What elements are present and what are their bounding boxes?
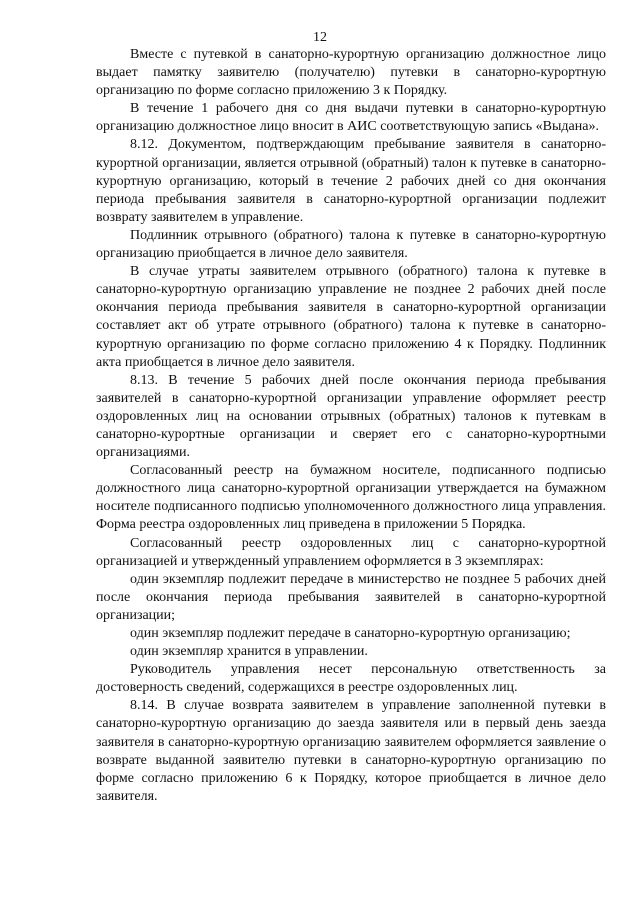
paragraph-voucher-memo: Вместе с путевкой в санаторно-курортную организацию должностное лицо выдает памятку заявителю (получателю) путевки в санаторно-курортную организацию по форме согласно приложению 3 к Порядку. bbox=[96, 47, 606, 99]
document-body bbox=[96, 46, 606, 806]
paragraph-agreed-registry-paper: Согласованный реестр на бумажном носителе, подписанного подписью должностного лица санаторно-курортной организации утверждается на бумажном носителе подписанного подписью уполномоченного должностного лица управления. Форма реестра оздоровленных лиц приведена в приложении 5 Порядка. bbox=[96, 463, 606, 533]
paragraph-8-14: 8.14. В случае возврата заявителем в управление заполненной путевки в санаторно-курортную организацию до заезда заявителя или в первый день заезда заявителя в санаторно-курортную организацию заявителем оформляется заявление о возврате выданной заявителю путевки в санаторно-курортную организацию по форме согласно приложению 6 к Порядку, которое приобщается в личное дело заявителя. bbox=[96, 698, 606, 804]
page-number: 12 bbox=[313, 30, 327, 45]
paragraph-ais-record: В течение 1 рабочего дня со дня выдачи путевки в санаторно-курортную организацию должностное лицо вносит в АИС соответствующую запись «Выдана». bbox=[96, 101, 606, 135]
paragraph-original-coupon: Подлинник отрывного (обратного) талона к путевке в санаторно-курортную организацию приобщается в личное дело заявителя. bbox=[96, 227, 606, 262]
paragraph-8-13: 8.13. В течение 5 рабочих дней после окончания периода пребывания заявителей в санаторно-курортной организации управление оформляет реестр оздоровленных лиц на основании отрывных (обратных) талонов к путевкам в санаторно-курортные организации и сверяет его с санаторно-курортными организациями. bbox=[96, 372, 606, 461]
paragraph-lost-coupon: В случае утраты заявителем отрывного (обратного) талона к путевке в санаторно-курортную организацию управление не позднее 2 рабочих дней после окончания периода пребывания заявителя в санаторно-курортной организации составляет акт об утрате отрывного (обратного) талона к путевке в санаторно-курортную организацию по форме согласно приложению 4 к Порядку. Подлинник акта приобщается в личное дело заявителя. bbox=[96, 264, 606, 370]
paragraph-head-responsibility: Руководитель управления несет персональную ответственность за достоверность сведений, содержащихся в реестре оздоровленных лиц. bbox=[96, 662, 606, 696]
paragraph-8-12: 8.12. Документом, подтверждающим пребывание заявителя в санаторно-курортной организации, является отрывной (обратный) талон к путевке в санаторно-курортную организацию, который в течение 2 рабочих дней со дня окончания периода пребывания заявителя в санаторно-курортной организации подлежит возврату заявителем в управление. bbox=[96, 137, 606, 225]
list-item-copy-management: один экземпляр хранится в управлении. bbox=[130, 644, 368, 660]
list-item-copy-organization: один экземпляр подлежит передаче в санаторно-курортную организацию; bbox=[130, 626, 571, 641]
paragraph-registry-copies: Согласованный реестр оздоровленных лиц с санаторно-курортной организацией и утвержденный управлением оформляется в 3 экземплярах: bbox=[96, 535, 606, 569]
list-item-copy-ministry: один экземпляр подлежит передаче в министерство не позднее 5 рабочих дней после окончания периода пребывания заявителей в санаторно-курортной организации; bbox=[96, 571, 606, 623]
